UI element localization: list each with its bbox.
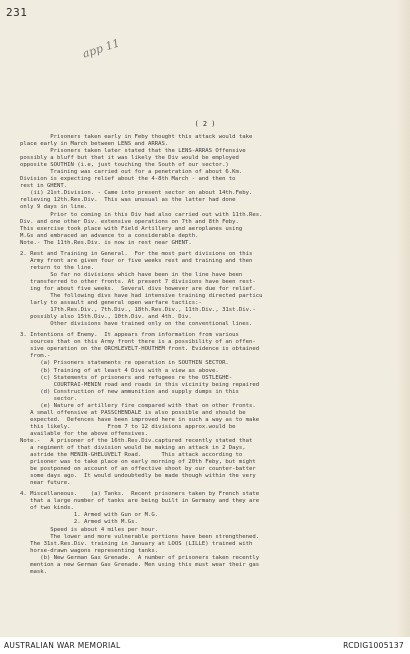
text-line: that a large number of tanks are being built in Germany and they are (20, 498, 260, 505)
text-line: Training was carried out for a penetration of about 6.Km. (20, 169, 243, 176)
text-line: opposite SOUTHIN (i.e, just touching the South of our sector.) (20, 162, 229, 169)
footer-institution: AUSTRALIAN WAR MEMORIAL (4, 641, 121, 650)
text-line: prisoner was to take place on early morning of 20th Feby, but might (20, 459, 256, 466)
text-line: (ii) 21st.Division. - Came into present sector on about 14th.Feby. (20, 190, 253, 197)
footer-record-id: RCDIG1005137 (343, 641, 404, 650)
text-line: 1. Armed with Gun or M.G. (20, 512, 159, 519)
page-number: ( 2 ) (194, 120, 216, 128)
text-line: sources that on this Army front there is a possibility of an offen- (20, 339, 256, 346)
text-line: The lower and more vulnerable portions have been strengthened. (20, 533, 260, 540)
text-line: (e) Nature of artillery fire compared with that on other fronts. (20, 402, 256, 409)
text-line: this likely. From 7 to 12 divisions approx.would be (20, 423, 236, 430)
text-line: (b) Training of at least 4 Divs with a view as above. (20, 367, 219, 374)
text-line: So far no divisions which have been in the line have been (20, 271, 243, 278)
text-line: Army front are given four or five weeks rest and training and then (20, 257, 253, 264)
text-line: Division is expecting relief about the 4-8th March - and then to (20, 176, 236, 183)
text-line: mention a new German Gas Grenade. Men using this must wear their gas (20, 561, 260, 568)
archive-footer (0, 637, 410, 654)
text-line: ing for about five weeks. Several divs however are due for relief. (20, 285, 256, 292)
text-line: relieving 12th.Res.Div. This was unusual as the latter had done (20, 197, 236, 204)
text-line: Note.- A prisoner of the 16th.Res.Div.captured recently stated that (20, 437, 253, 444)
text-line: place early in March between LENS and ARRAS. (20, 141, 169, 148)
text-line: Prisoners taken later stated that the LENS-ARRAS Offensive (20, 148, 246, 155)
document-body (20, 134, 392, 576)
text-line: some days ago. It would undoubtedly be made though within the very (20, 473, 256, 480)
text-line: return to the line. (20, 264, 95, 271)
text-line: rest in GHENT. (20, 183, 68, 190)
text-line: COURTRAI-MENIN road and roads in this vicinity being repaired (20, 381, 260, 388)
text-line: larly to assault and general open warfare tactics:- (20, 300, 202, 307)
text-line: Prisoners taken early in Feby thought this attack would take (20, 134, 253, 140)
text-line: Note.- The 11th.Res.Div. is now in rest near GHENT. (20, 239, 192, 246)
text-line: This exercise took place with Field Artillery and aeroplanes using (20, 225, 243, 232)
text-line: 4. Miscellaneous. (a) Tanks. Recent prisoners taken by French state (20, 491, 260, 498)
text-line: horse-drawn wagons representing tanks. (20, 547, 159, 554)
text-line: The following divs have had intensive training directed particu (20, 293, 263, 300)
text-line: (a) Prisoners statements re operation in SOUTHIN SECTOR. (20, 360, 229, 367)
text-line: be postponed on account of an offective shoot by our counter-batter (20, 466, 256, 473)
text-line: 2. Armed with M.Gs. (20, 519, 138, 526)
text-line: Prior to coming in this Div had also carried out with 11th.Res. (20, 211, 263, 218)
text-line: only 9 days in line. (20, 204, 88, 211)
text-line: expected. Defences have been improved here in such a way as to make (20, 416, 260, 423)
text-line: A small offensive at PASSCHENDALE is also possible and should be (20, 409, 246, 416)
text-line: available for the above offensives. (20, 430, 148, 437)
text-line: Div. and one other Div. extensive operations on 7th and 8th Feby. (20, 218, 239, 225)
text-line: near future. (20, 480, 71, 487)
text-line: mask. (20, 568, 47, 575)
text-line: transferred to other fronts. At present 7 divisions have been rest- (20, 278, 256, 285)
pencil-annotation: app 11 (80, 36, 122, 61)
text-line: a regiment of that division would be making an attack in 2 Days, (20, 445, 246, 452)
text-line: astride the MENIN-GHELUVELT Road. This attack according to (20, 452, 243, 459)
text-line: possibly a bluff but that it was likely the Div would be employed (20, 155, 239, 162)
text-line: 3. Intentions of Enemy. It appears from information from various (20, 332, 239, 339)
text-line: (c) Statements of prisoners and refugees re the OSTLEGHE- (20, 374, 233, 381)
text-line: Speed is about 4 miles per hour. (20, 526, 159, 533)
text-line: (b) New German Gas Grenade. A number of prisoners taken recently (20, 554, 260, 561)
folio-number: 231 (6, 6, 28, 19)
text-line: M.Gs and embraced an advance to a considerable depth. (20, 232, 199, 239)
text-line: The 31st.Res.Div. training in January at LOOS (LILLE) trained with (20, 540, 253, 547)
text-line: 17th.Res.Div., 7th.Div., 18th.Res.Div., 11th.Div., 31st.Div.- (20, 307, 256, 314)
text-line: of two kinds. (20, 505, 74, 512)
text-line: sector. (20, 395, 78, 402)
text-line: sive operation on the ORCHLEVELT-HOUTHEM front. Evidence is obtained (20, 346, 260, 353)
text-line: from.- (20, 353, 51, 360)
text-line: 2. Rest and Training in General. For the most part divisions on this (20, 250, 253, 257)
text-line: Other divisions have trained only on the conventional lines. (20, 321, 253, 328)
text-line: possibly also 15th.Div., 10th.Div. and 4th. Div. (20, 314, 192, 321)
text-line: (d) Construction of new ammunition and supply dumps in this (20, 388, 239, 395)
